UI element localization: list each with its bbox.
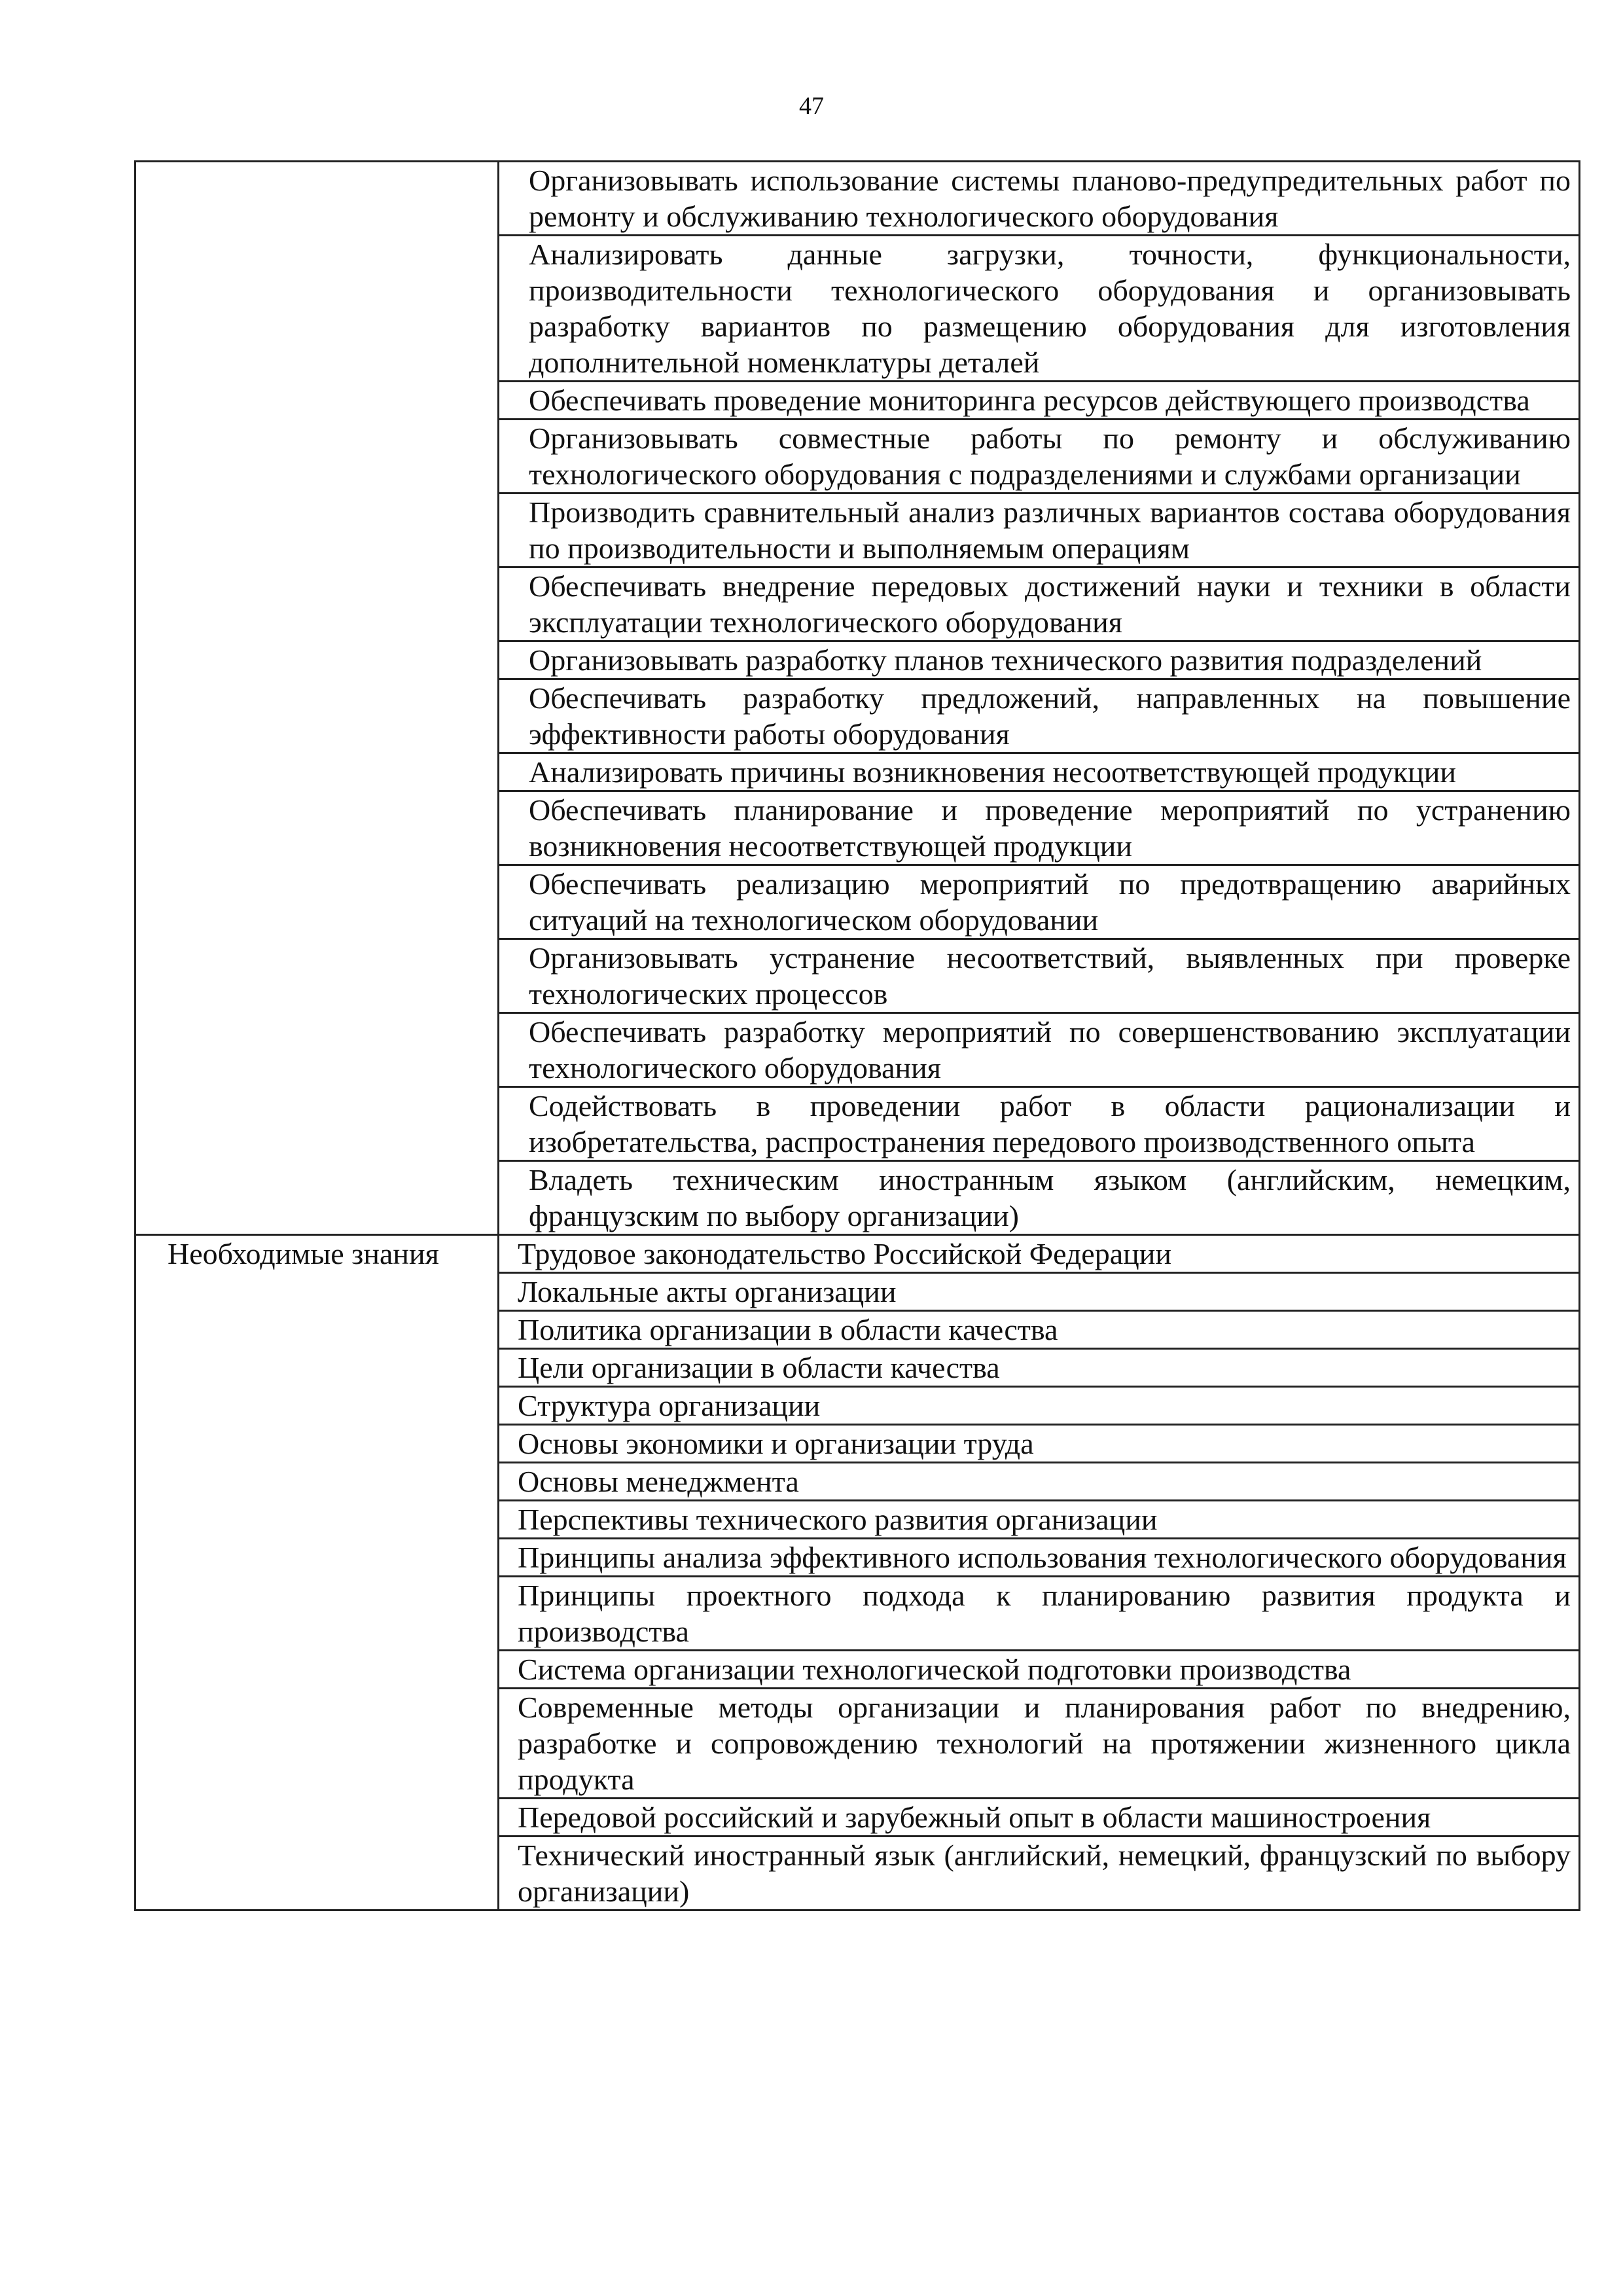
knowledge-item-text: Основы менеджмента	[499, 1463, 1580, 1501]
requirements-table	[134, 160, 1580, 1911]
knowledge-label-cell	[135, 1235, 499, 1910]
skills-section	[135, 162, 1580, 1235]
knowledge-item-text: Трудовое законодательство Российской Федерации	[499, 1235, 1580, 1273]
knowledge-label: Необходимые знания	[168, 1237, 439, 1270]
skill-item-text: Обеспечивать проведение мониторинга ресурсов действующего производства	[499, 382, 1580, 420]
knowledge-item-text: Принципы анализа эффективного использования технологического оборудования	[499, 1539, 1580, 1577]
page-number: 47	[799, 92, 824, 120]
skill-item-text: Организовывать совместные работы по ремонту и обслуживанию технологического оборудования с подразделениями и службами организации	[499, 420, 1580, 493]
skill-item-text: Производить сравнительный анализ различных вариантов состава оборудования по производительности и выполняемым операциям	[499, 493, 1580, 567]
knowledge-item-text: Принципы проектного подхода к планированию развития продукта и производства	[499, 1577, 1580, 1651]
skills-label	[168, 162, 497, 198]
skill-item-text: Организовывать разработку планов технического развития подразделений	[499, 641, 1580, 679]
skill-item-text: Обеспечивать планирование и проведение мероприятий по устранению возникновения несоответствующей продукции	[499, 791, 1580, 865]
skill-item-text: Анализировать причины возникновения несоответствующей продукции	[499, 753, 1580, 791]
skill-item-text: Обеспечивать реализацию мероприятий по предотвращению аварийных ситуаций на технологическом оборудовании	[499, 865, 1580, 939]
knowledge-item-text: Цели организации в области качества	[499, 1349, 1580, 1387]
skill-item-text: Владеть техническим иностранным языком (английским, немецким, французским по выбору организации)	[499, 1161, 1580, 1235]
skills-label-cell	[135, 162, 499, 1235]
skill-item-text: Обеспечивать разработку мероприятий по совершенствованию эксплуатации технологического оборудования	[499, 1013, 1580, 1087]
knowledge-item	[135, 1235, 1580, 1273]
knowledge-item-text: Основы экономики и организации труда	[499, 1425, 1580, 1463]
knowledge-item-text: Система организации технологической подготовки производства	[499, 1651, 1580, 1689]
skill-item-text: Организовывать устранение несоответствий, выявленных при проверке технологических процессов	[499, 939, 1580, 1013]
knowledge-item-text: Локальные акты организации	[499, 1273, 1580, 1311]
knowledge-item-text: Структура организации	[499, 1387, 1580, 1425]
knowledge-item-text: Технический иностранный язык (английский, немецкий, французский по выбору организации)	[499, 1837, 1580, 1910]
knowledge-item-text: Перспективы технического развития организации	[499, 1501, 1580, 1539]
skill-item-text: Содействовать в проведении работ в области рационализации и изобретательства, распространения передового производственного опыта	[499, 1087, 1580, 1161]
knowledge-item-text: Современные методы организации и планирования работ по внедрению, разработке и сопровождению технологий на протяжении жизненного цикла продукта	[499, 1689, 1580, 1799]
skill-item-text: Обеспечивать разработку предложений, направленных на повышение эффективности работы оборудования	[499, 679, 1580, 753]
skill-item-text: Анализировать данные загрузки, точности, функциональности, производительности технологического оборудования и организовывать разработку вариантов по размещению оборудования для изготовления дополнительной номенклатуры деталей	[499, 236, 1580, 382]
skill-item	[135, 162, 1580, 236]
skill-item-text: Обеспечивать внедрение передовых достижений науки и техники в области эксплуатации технологического оборудования	[499, 567, 1580, 641]
knowledge-item-text: Передовой российский и зарубежный опыт в области машиностроения	[499, 1799, 1580, 1837]
knowledge-section	[135, 1235, 1580, 1910]
knowledge-item-text: Политика организации в области качества	[499, 1311, 1580, 1349]
skill-item-text: Организовывать использование системы планово-предупредительных работ по ремонту и обслуживанию технологического оборудования	[499, 162, 1580, 236]
